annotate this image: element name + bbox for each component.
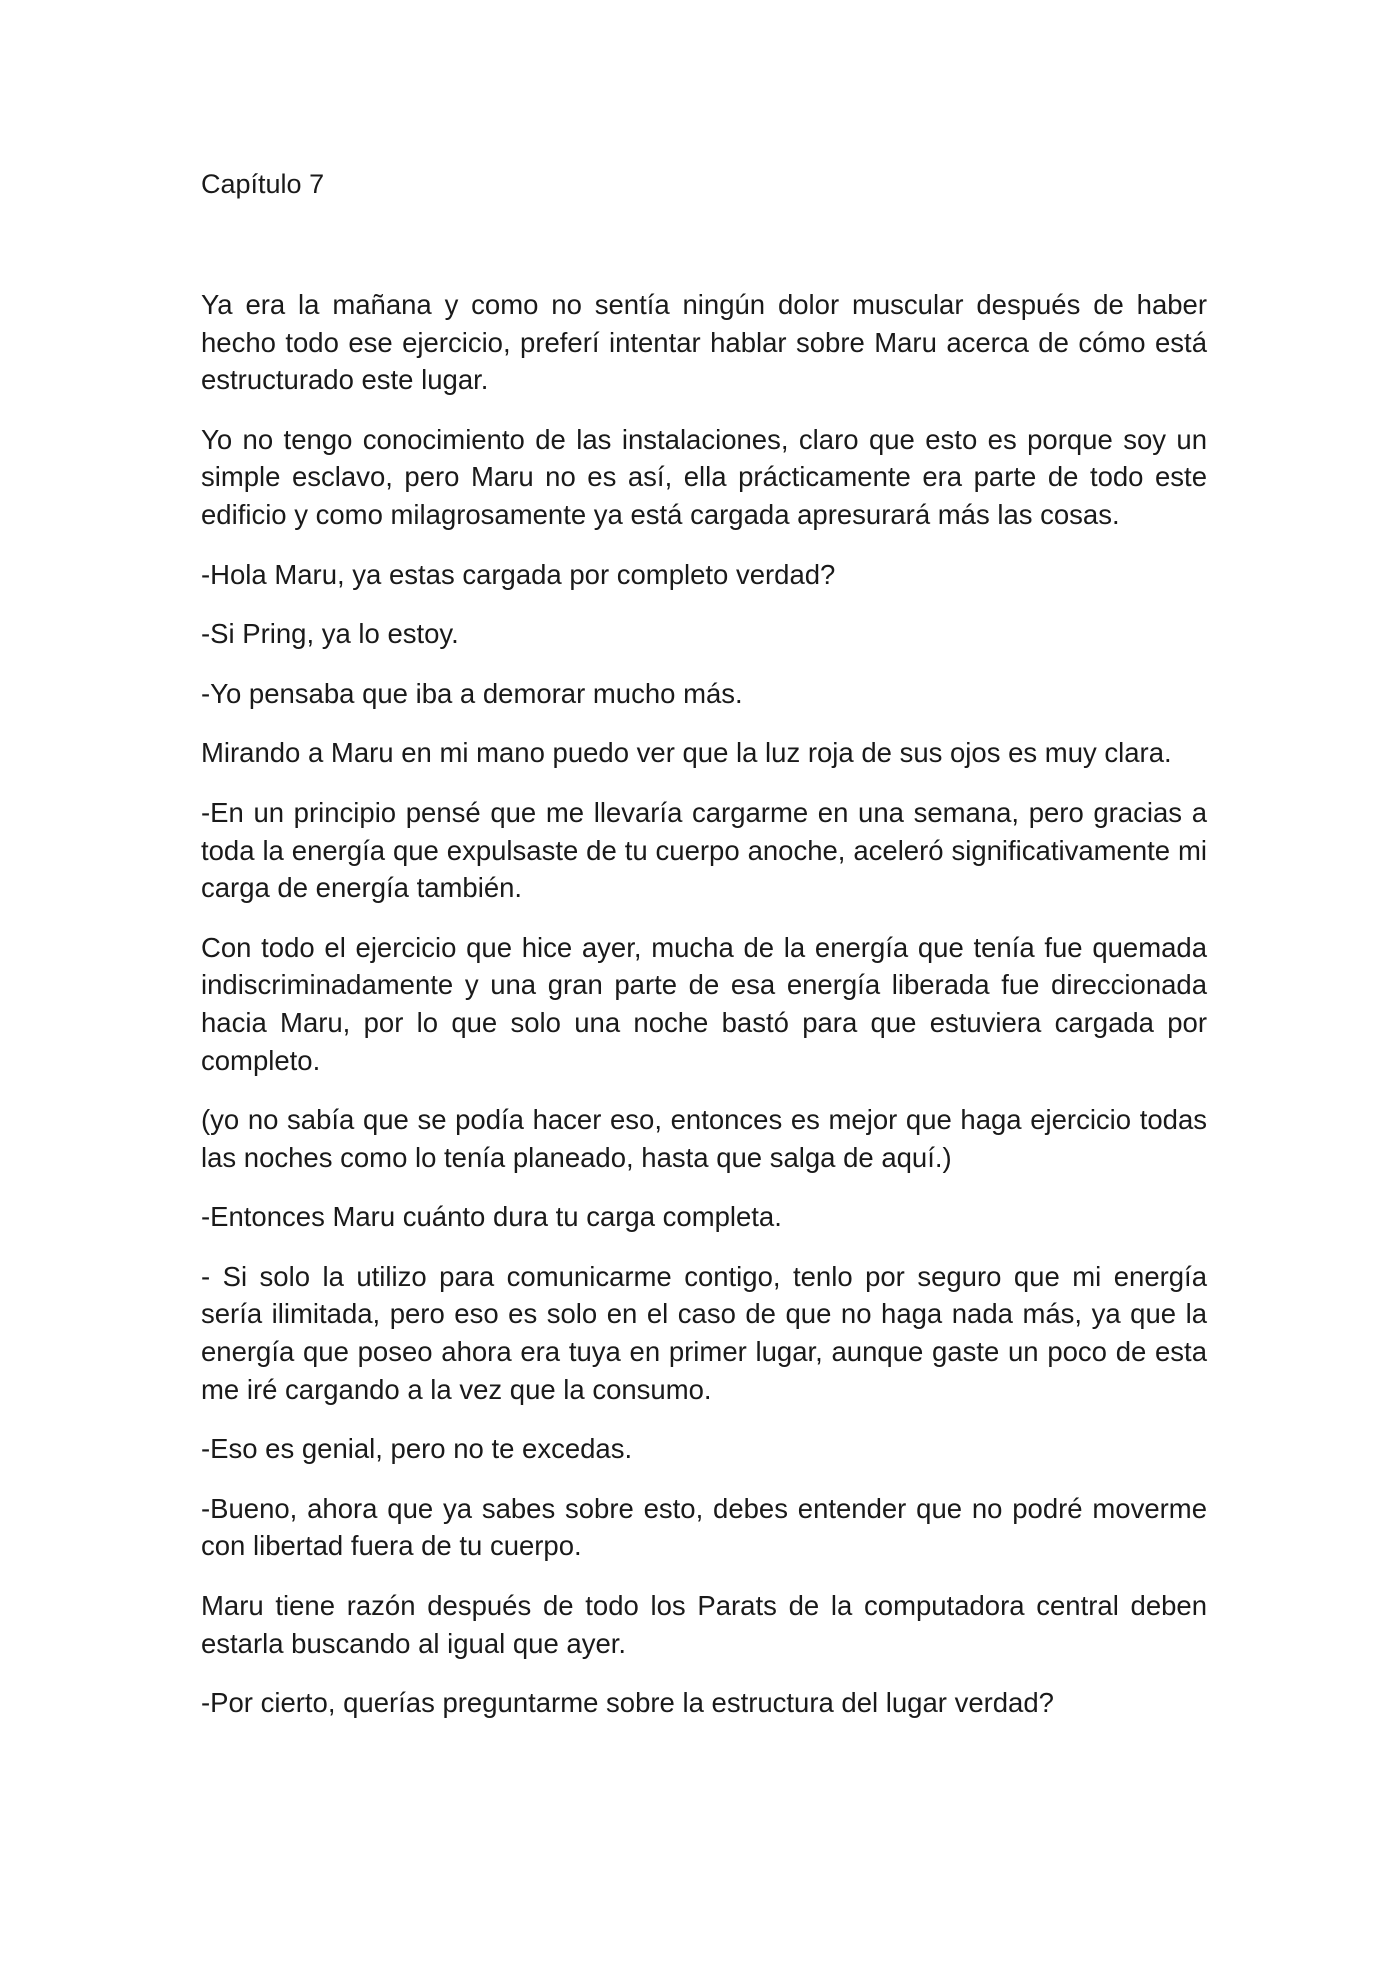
chapter-title: Capítulo 7 xyxy=(201,169,325,199)
paragraph: Maru tiene razón después de todo los Parats de la computadora central deben estarla buscando al igual que ayer. xyxy=(201,1590,1207,1659)
paragraph: Yo no tengo conocimiento de las instalaciones, claro que esto es porque soy un simple esclavo, pero Maru no es así, ella prácticamente era parte de todo este edificio y como milagrosamente ya está cargada apresurará más las cosas. xyxy=(201,423,1207,530)
paragraph: Ya era la mañana y como no sentía ningún dolor muscular después de haber hecho todo ese ejercicio, preferí intentar hablar sobre Maru acerca de cómo está estructurado este lugar. xyxy=(201,289,1207,396)
paragraph: -Por cierto, querías preguntarme sobre la estructura del lugar verdad? xyxy=(201,1687,1054,1719)
paragraph: -Entonces Maru cuánto dura tu carga completa. xyxy=(201,1201,782,1233)
paragraph: Mirando a Maru en mi mano puedo ver que la luz roja de sus ojos es muy clara. xyxy=(201,737,1172,769)
paragraph: -Bueno, ahora que ya sabes sobre esto, debes entender que no podré moverme con libertad fuera de tu cuerpo. xyxy=(201,1492,1207,1562)
chapter-body xyxy=(201,286,1207,1744)
paragraph: -Si Pring, ya lo estoy. xyxy=(201,618,459,650)
paragraph: -En un principio pensé que me llevaría cargarme en una semana, pero gracias a toda la energía que expulsaste de tu cuerpo anoche, aceleró significativamente mi carga de energía también. xyxy=(201,796,1207,904)
paragraph: (yo no sabía que se podía hacer eso, entonces es mejor que haga ejercicio todas las noches como lo tenía planeado, hasta que salga de aquí.) xyxy=(201,1104,1207,1173)
paragraph: -Yo pensaba que iba a demorar mucho más. xyxy=(201,677,743,709)
paragraph: Con todo el ejercicio que hice ayer, mucha de la energía que tenía fue quemada indiscriminadamente y una gran parte de esa energía liberada fue direccionada hacia Maru, por lo que solo una noche bastó para que estuviera cargada por completo. xyxy=(201,931,1207,1076)
paragraph: - Si solo la utilizo para comunicarme contigo, tenlo por seguro que mi energía sería ilimitada, pero eso es solo en el caso de que no haga nada más, ya que la energía que poseo ahora era tuya en primer lugar, aunque gaste un poco de esta me iré cargando a la vez que la consumo. xyxy=(201,1260,1207,1405)
paragraph: -Eso es genial, pero no te excedas. xyxy=(201,1433,633,1465)
paragraph: -Hola Maru, ya estas cargada por completo verdad? xyxy=(201,558,836,590)
